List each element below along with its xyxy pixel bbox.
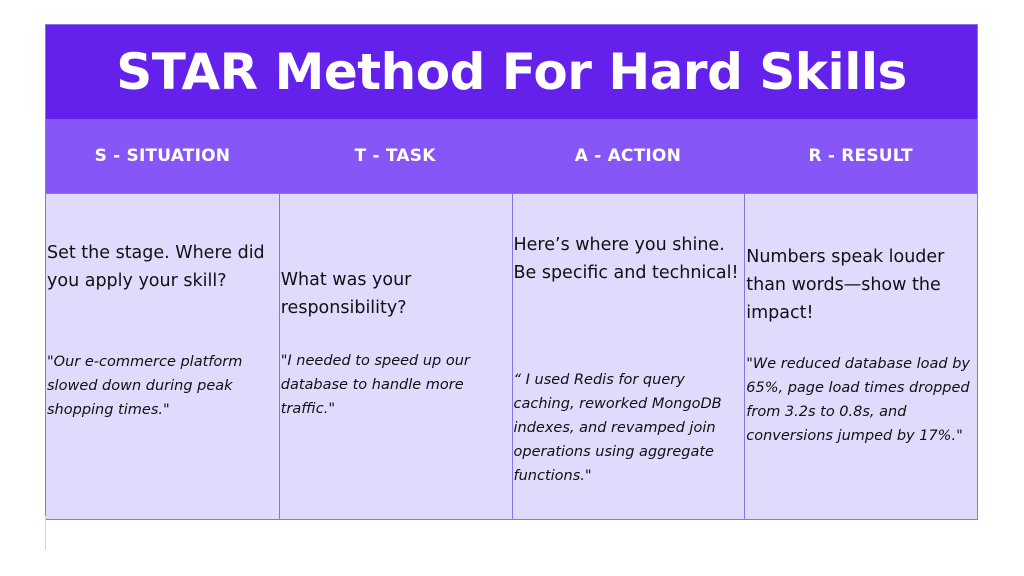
action-example: “ I used Redis for query caching, reworked MongoDB indexes, and revamped join operations using aggregate functions."	[513, 372, 722, 484]
result-prompt: Numbers speak louder than words—show the impact!	[746, 247, 945, 323]
title-bar	[46, 25, 977, 119]
star-method-table	[45, 24, 978, 520]
cell-action	[512, 194, 745, 519]
action-prompt: Here’s where you shine. Be specific and technical!	[513, 235, 739, 283]
header-task: T - TASK	[354, 146, 436, 166]
divider-line	[45, 516, 46, 550]
task-prompt: What was your responsibility?	[280, 270, 412, 318]
header-result: R - RESULT	[808, 146, 913, 166]
result-example: "We reduced database load by 65%, page load times dropped from 3.2s to 0.8s, and conversions jumped by 17%."	[746, 356, 970, 444]
body-row	[46, 193, 977, 519]
header-row	[46, 119, 977, 193]
header-action: A - ACTION	[574, 146, 682, 166]
cell-situation	[46, 194, 279, 519]
situation-prompt: Set the stage. Where did you apply your skill?	[47, 243, 265, 291]
header-situation: S - SITUATION	[94, 146, 231, 166]
situation-example: "Our e-commerce platform slowed down during peak shopping times."	[47, 354, 243, 418]
cell-task	[279, 194, 512, 519]
task-example: "I needed to speed up our database to handle more traffic."	[280, 353, 470, 417]
page-title: STAR Method For Hard Skills	[116, 43, 907, 101]
cell-result	[744, 194, 977, 519]
